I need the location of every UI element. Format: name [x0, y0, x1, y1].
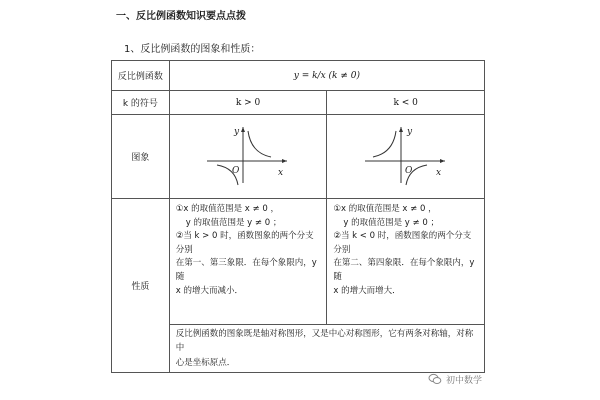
row-label-property: 性质 [112, 199, 170, 373]
graph-k-negative-cell [327, 115, 485, 199]
row-label-sign: k 的符号 [112, 91, 170, 115]
property-line: ②当 k < 0 时，函数图象的两个分支分别 [333, 231, 472, 255]
formula-row [112, 61, 485, 91]
property-row [112, 199, 485, 325]
wechat-icon [428, 372, 442, 386]
property-line: ①x 的取值范围是 x ≠ 0 ， [175, 204, 279, 214]
symmetry-note-line: 反比例函数的图象既是轴对称图形，又是中心对称图形，它有两条对称轴，对称中 [175, 329, 474, 354]
watermark [428, 372, 482, 386]
symmetry-note [169, 325, 484, 373]
property-line: y 的取值范围是 y ≠ 0 ； [343, 217, 439, 228]
property-line: ①x 的取值范围是 x ≠ 0 ， [333, 204, 437, 214]
axis-label-x: x [435, 168, 441, 178]
formula-cell [169, 61, 484, 91]
axis-label-x: x [278, 168, 284, 178]
property-line: y 的取值范围是 y ≠ 0 ； [185, 217, 282, 228]
k-negative-header: k < 0 [327, 91, 485, 115]
formula-text: y = k/x (k ≠ 0) [293, 70, 360, 81]
graph-k-positive [203, 123, 293, 187]
property-line: 在第二、第四象限．在每个象限内，y 随 [333, 258, 475, 282]
y-axis-arrow [399, 127, 403, 132]
x-axis-arrow [440, 159, 445, 163]
watermark-text: 初中数学 [446, 375, 483, 386]
subsection-heading: 1、反比例函数的图象和性质： [124, 44, 261, 55]
k-positive-header: k > 0 [169, 91, 327, 115]
graph-k-negative [361, 123, 451, 187]
property-line: x 的增大而增大． [333, 285, 401, 296]
branch-quadrant-1 [248, 131, 271, 157]
property-k-negative [327, 199, 485, 325]
y-axis-arrow [241, 127, 245, 132]
graph-row [112, 115, 485, 199]
property-line: 在第一、第三象限．在每个象限内，y 随 [175, 258, 317, 282]
origin-label: O [404, 166, 413, 176]
origin-label: O [232, 166, 240, 176]
symmetry-note-line: 心是坐标原点． [175, 357, 236, 368]
x-axis-arrow [282, 159, 287, 163]
row-label-graph: 图象 [112, 115, 170, 199]
axis-label-y: y [406, 127, 412, 137]
graph-k-positive-cell [169, 115, 327, 199]
section-heading: 一、反比例函数知识要点点拨 [116, 11, 246, 22]
axis-label-y: y [234, 127, 240, 137]
sign-row [112, 91, 485, 115]
property-line: ②当 k > 0 时，函数图象的两个分支分别 [175, 231, 314, 255]
branch-quadrant-2 [373, 131, 396, 157]
property-k-positive [169, 199, 327, 325]
row-label-function: 反比例函数 [112, 61, 170, 91]
function-properties-table [111, 60, 485, 373]
property-line: x 的增大而减小． [175, 285, 243, 296]
